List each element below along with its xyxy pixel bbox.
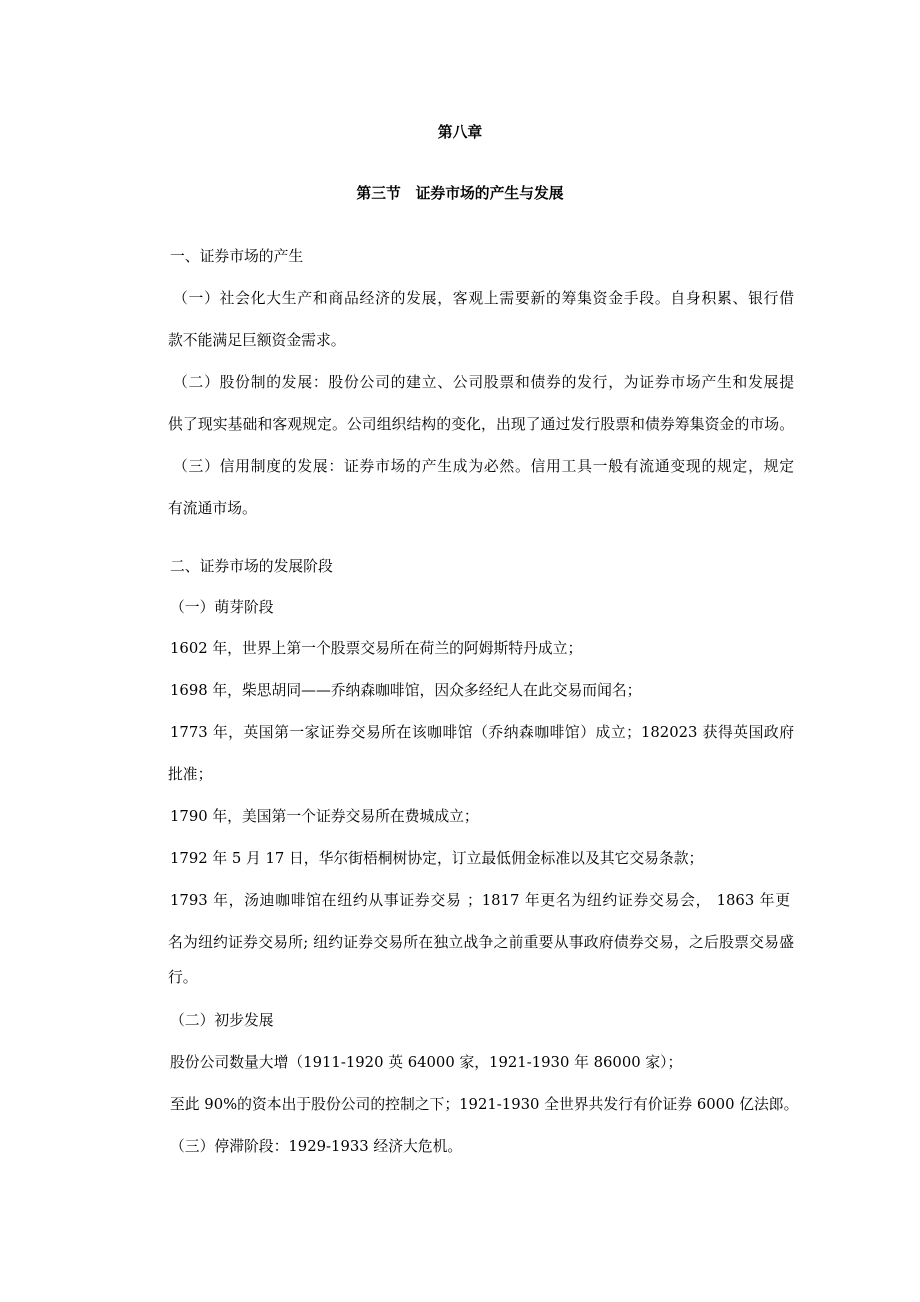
paragraph-line: 行。 (168, 969, 198, 986)
paragraph-line: 至此 90%的资本出于股份公司的控制之下；1921-1930 全世界共发行有价证券 6000 亿法郎。 (170, 1096, 799, 1113)
paragraph-line: 1698 年，柴思胡同——乔纳森咖啡馆，因众多经纪人在此交易而闻名； (170, 682, 642, 699)
chapter-title: 第八章 (437, 124, 483, 141)
paragraph-line: 款不能满足巨额资金需求。 (168, 332, 346, 349)
paragraph-line: 供了现实基础和客观规定。公司组织结构的变化，出现了通过发行股票和债券筹集资金的市场。 (168, 416, 794, 433)
subheading-initial: （二）初步发展 (170, 1012, 274, 1029)
paragraph-line: 名为纽约证券交易所; 纽约证券交易所在独立战争之前重要从事政府债券交易，之后股票交易盛 (168, 934, 794, 951)
heading-origin: 一、证券市场的产生 (170, 248, 304, 265)
paragraph-line: （一）社会化大生产和商品经济的发展，客观上需要新的筹集资金手段。自身积累、银行借 (173, 290, 794, 307)
paragraph-line: 1792 年 5 月 17 日，华尔街梧桐树协定，订立最低佣金标准以及其它交易条款； (170, 850, 704, 867)
paragraph-line: 批准； (168, 766, 213, 783)
paragraph-line: 股份公司数量大增（1911-1920 英 64000 家，1921-1930 年 86000 家）； (170, 1054, 683, 1071)
paragraph-line: 1790 年，美国第一个证券交易所在费城成立； (170, 808, 479, 825)
paragraph-line: 有流通市场。 (168, 500, 257, 517)
subheading-stagnation: （三）停滞阶段：1929-1933 经济大危机。 (170, 1138, 463, 1155)
subheading-sprout: （一）萌芽阶段 (170, 599, 274, 616)
paragraph-line: （三）信用制度的发展：证券市场的产生成为必然。信用工具一般有流通变现的规定，规定 (173, 458, 794, 475)
heading-stages: 二、证券市场的发展阶段 (170, 558, 333, 575)
paragraph-line: 1793 年，汤迪咖啡馆在纽约从事证券交易 ；1817 年更名为纽约证券交易会， 1863 年更 (170, 892, 790, 909)
paragraph-line: 1602 年，世界上第一个股票交易所在荷兰的阿姆斯特丹成立； (170, 640, 583, 657)
section-title: 第三节 证券市场的产生与发展 (356, 185, 564, 202)
paragraph-line: （二）股份制的发展：股份公司的建立、公司股票和债券的发行，为证券市场产生和发展提 (173, 374, 794, 391)
paragraph-line: 1773 年，英国第一家证券交易所在该咖啡馆（乔纳森咖啡馆）成立；182023 获得英国政府 (170, 724, 794, 741)
